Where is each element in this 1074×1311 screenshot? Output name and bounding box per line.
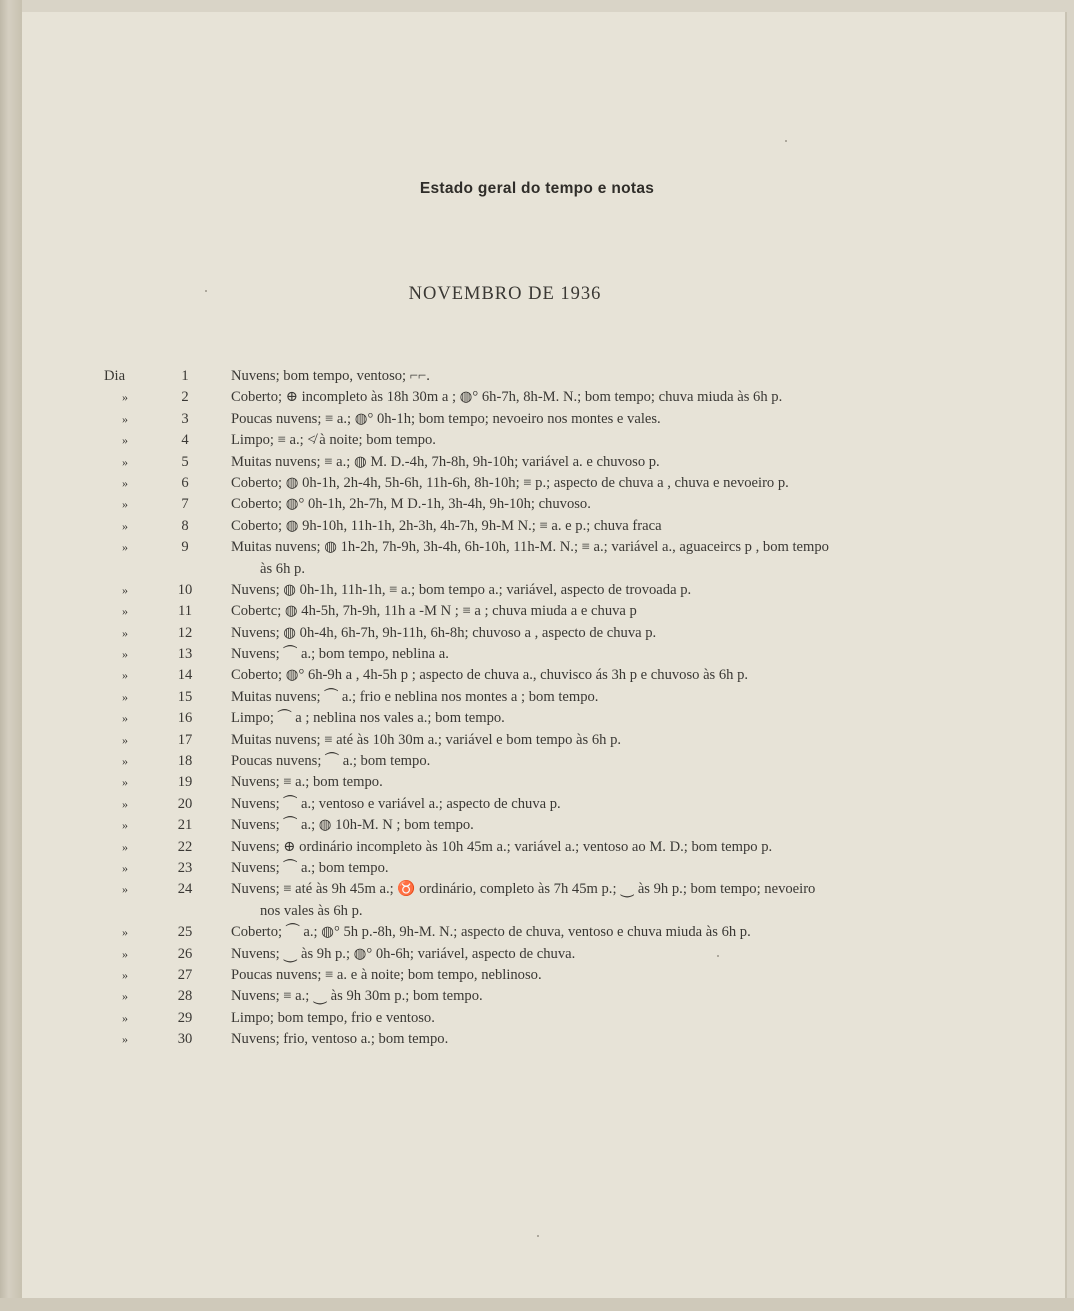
weather-description: Poucas nuvens; ≡ a.; ◍° 0h-1h; bom tempo; nevoeiro nos montes e vales. xyxy=(231,410,661,427)
day-number: 26 xyxy=(177,945,193,962)
weather-description: Nuvens; ⏜ a.; bom tempo, neblina a. xyxy=(231,646,449,663)
ditto-mark: » xyxy=(122,390,128,405)
ditto-mark: » xyxy=(122,668,128,683)
table-row xyxy=(0,580,1074,601)
weather-description: Nuvens; ⏜ a.; ventoso e variável a.; aspecto de chuva p. xyxy=(231,795,561,812)
table-row xyxy=(0,387,1074,408)
day-number: 14 xyxy=(177,667,193,684)
ditto-mark: » xyxy=(122,861,128,875)
weather-description: Poucas nuvens; ⏜ a.; bom tempo. xyxy=(231,753,431,770)
table-row xyxy=(0,537,1074,580)
ditto-mark: » xyxy=(122,818,128,833)
day-number: 20 xyxy=(177,795,193,812)
table-row xyxy=(0,1008,1074,1029)
day-number: 18 xyxy=(177,753,193,770)
day-number: 10 xyxy=(177,581,193,598)
day-number: 22 xyxy=(177,838,193,855)
table-row xyxy=(0,944,1074,965)
day-number: 24 xyxy=(177,881,193,898)
ditto-mark: » xyxy=(122,839,128,854)
table-row xyxy=(0,1029,1074,1050)
day-number: 30 xyxy=(177,1031,193,1048)
day-number: 2 xyxy=(181,389,189,406)
day-number: 5 xyxy=(181,453,189,470)
table-row xyxy=(0,644,1074,665)
ditto-mark: » xyxy=(122,497,128,512)
ditto-mark: » xyxy=(122,582,128,597)
day-number: 25 xyxy=(177,924,193,941)
weather-description: Limpo; ⏜ a ; neblina nos vales a.; bom tempo. xyxy=(231,710,505,727)
weather-description: Nuvens; ≡ até às 9h 45m a.; ♉ ordinário, completo às 7h 45m p.; ⏝ às 9h p.; bom tempo; nevoeiro xyxy=(231,881,816,898)
table-row xyxy=(0,687,1074,708)
day-number: 28 xyxy=(177,988,193,1005)
weather-description: Coberto; ◍° 0h-1h, 2h-7h, M D.-1h, 3h-4h, 9h-10h; chuvoso. xyxy=(231,496,591,513)
day-number: 29 xyxy=(177,1009,193,1026)
day-number: 23 xyxy=(177,860,193,876)
paper-speck xyxy=(205,290,207,292)
ditto-mark: » xyxy=(122,625,128,640)
table-row xyxy=(0,623,1074,644)
ditto-mark: » xyxy=(122,989,128,1004)
weather-description-continued: nos vales às 6h p. xyxy=(260,902,363,919)
ditto-mark: » xyxy=(122,775,128,790)
weather-description: Limpo; bom tempo, frio e ventoso. xyxy=(231,1009,435,1026)
day-number: 8 xyxy=(181,517,189,534)
ditto-mark: » xyxy=(122,967,128,982)
weather-description: Nuvens; ≡ a.; ⏝ às 9h 30m p.; bom tempo. xyxy=(231,988,483,1005)
table-row xyxy=(0,751,1074,772)
table-row xyxy=(0,665,1074,686)
ditto-mark: » xyxy=(122,411,128,426)
weather-description: Nuvens; ◍ 0h-1h, 11h-1h, ≡ a.; bom tempo a.; variável, aspecto de trovoada p. xyxy=(231,581,692,598)
table-row xyxy=(0,879,1074,922)
table-row xyxy=(0,452,1074,473)
weather-description: Coberto; ⏜ a.; ◍° 5h p.-8h, 9h-M. N.; aspecto de chuva, ventoso e chuva miuda às 6h p. xyxy=(231,924,751,941)
ditto-mark: » xyxy=(122,796,128,811)
table-row xyxy=(0,730,1074,751)
ditto-mark: » xyxy=(122,433,128,448)
table-row xyxy=(0,473,1074,494)
ditto-mark: » xyxy=(122,946,128,961)
day-number: 3 xyxy=(181,410,189,427)
day-number: 16 xyxy=(177,710,193,727)
ditto-mark: » xyxy=(122,1032,128,1047)
page-bottom-edge xyxy=(0,1298,1074,1311)
table-row xyxy=(0,965,1074,986)
weather-description: Nuvens; ⊕ ordinário incompleto às 10h 45m a.; variável a.; ventoso ao M. D.; bom tempo p. xyxy=(231,838,773,855)
paper-speck xyxy=(537,1235,539,1237)
ditto-mark: » xyxy=(122,540,128,555)
table-row xyxy=(0,794,1074,815)
weather-description-continued: às 6h p. xyxy=(260,560,305,577)
weather-description: Nuvens; ⏜ a.; bom tempo. xyxy=(231,860,389,876)
table-row xyxy=(0,601,1074,622)
paper-speck xyxy=(785,140,787,142)
day-number: 4 xyxy=(181,432,189,449)
ditto-mark: » xyxy=(122,882,128,897)
weather-description: Nuvens; ⏜ a.; ◍ 10h-M. N ; bom tempo. xyxy=(231,817,474,834)
weather-description: Limpo; ≡ a.; ≮ à noite; bom tempo. xyxy=(231,432,436,449)
ditto-mark: » xyxy=(122,754,128,769)
day-number: 9 xyxy=(181,539,189,556)
weather-description: Muitas nuvens; ≡ até às 10h 30m a.; variável e bom tempo às 6h p. xyxy=(231,731,622,748)
weather-description: Coberto; ⊕ incompleto às 18h 30m a ; ◍° 6h-7h, 8h-M. N.; bom tempo; chuva miuda às 6h p. xyxy=(231,389,783,406)
ditto-mark: » xyxy=(122,1010,128,1025)
day-number: 19 xyxy=(177,774,193,791)
weather-log-table xyxy=(0,366,1074,1051)
day-column-label: Dia xyxy=(104,368,126,384)
month-title: NOVEMBRO DE 1936 xyxy=(408,284,602,304)
table-row xyxy=(0,366,1074,387)
ditto-mark: » xyxy=(122,518,128,533)
weather-description: Nuvens; bom tempo, ventoso; ⌐⌐. xyxy=(231,368,430,384)
table-row xyxy=(0,772,1074,793)
table-row xyxy=(0,815,1074,836)
weather-description: Muitas nuvens; ≡ a.; ◍ M. D.-4h, 7h-8h, 9h-10h; variável a. e chuvoso p. xyxy=(231,453,660,470)
ditto-mark: » xyxy=(122,604,128,619)
day-number: 17 xyxy=(177,731,193,748)
section-heading: Estado geral do tempo e notas xyxy=(419,180,655,197)
day-number: 7 xyxy=(181,496,189,513)
day-number: 21 xyxy=(177,817,193,834)
ditto-mark: » xyxy=(122,925,128,940)
ditto-mark: » xyxy=(122,475,128,490)
table-row xyxy=(0,922,1074,943)
paper-speck xyxy=(717,955,719,957)
day-number: 15 xyxy=(177,688,193,705)
table-row xyxy=(0,708,1074,729)
day-number: 1 xyxy=(181,368,189,384)
day-number: 13 xyxy=(177,646,193,663)
table-row xyxy=(0,430,1074,451)
ditto-mark: » xyxy=(122,689,128,704)
table-row xyxy=(0,494,1074,515)
ditto-mark: » xyxy=(122,732,128,747)
day-number: 27 xyxy=(177,966,193,983)
ditto-mark: » xyxy=(122,647,128,662)
table-row xyxy=(0,409,1074,430)
day-number: 6 xyxy=(181,474,189,491)
weather-description: Nuvens; ⏝ às 9h p.; ◍° 0h-6h; variável, aspecto de chuva. xyxy=(231,945,576,962)
table-row xyxy=(0,516,1074,537)
weather-description: Muitas nuvens; ◍ 1h-2h, 7h-9h, 3h-4h, 6h-10h, 11h-M. N.; ≡ a.; variável a., aguaceircs p , bom tempo xyxy=(231,539,829,556)
ditto-mark: » xyxy=(122,454,128,469)
weather-description: Nuvens; frio, ventoso a.; bom tempo. xyxy=(231,1031,449,1048)
weather-description: Coberto; ◍ 0h-1h, 2h-4h, 5h-6h, 11h-6h, 8h-10h; ≡ p.; aspecto de chuva a , chuva e nevoeiro p. xyxy=(231,474,789,491)
day-number: 12 xyxy=(177,624,193,641)
weather-description: Coberto; ◍° 6h-9h a , 4h-5h p ; aspecto de chuva a., chuvisco ás 3h p e chuvoso às 6h p. xyxy=(231,667,749,684)
ditto-mark: » xyxy=(122,711,128,726)
weather-description: Nuvens; ≡ a.; bom tempo. xyxy=(231,774,383,791)
weather-description: Muitas nuvens; ⏜ a.; frio e neblina nos montes a ; bom tempo. xyxy=(231,688,599,705)
table-row xyxy=(0,986,1074,1007)
weather-description: Cobertc; ◍ 4h-5h, 7h-9h, 11h a -M N ; ≡ a ; chuva miuda a e chuva p xyxy=(231,603,637,620)
weather-description: Coberto; ◍ 9h-10h, 11h-1h, 2h-3h, 4h-7h, 9h-M N.; ≡ a. e p.; chuva fraca xyxy=(231,517,662,534)
table-row xyxy=(0,858,1074,879)
table-row xyxy=(0,837,1074,858)
day-number: 11 xyxy=(177,603,193,620)
weather-description: Poucas nuvens; ≡ a. e à noite; bom tempo, neblinoso. xyxy=(231,966,542,983)
weather-description: Nuvens; ◍ 0h-4h, 6h-7h, 9h-11h, 6h-8h; chuvoso a , aspecto de chuva p. xyxy=(231,624,657,641)
